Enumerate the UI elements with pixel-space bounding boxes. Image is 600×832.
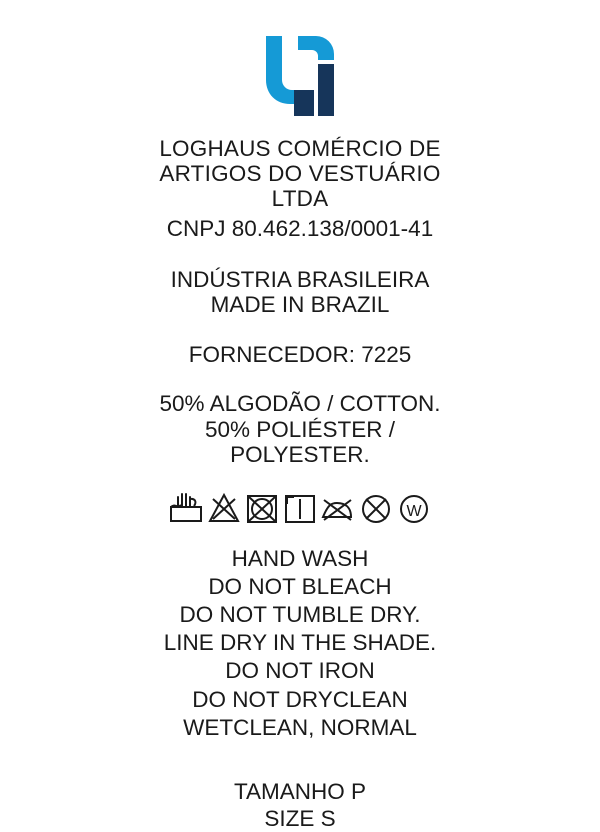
loghaus-logo: [254, 34, 346, 120]
company-name: [159, 136, 440, 212]
company-name-line-3: LTDA: [271, 186, 329, 212]
size-line-en: SIZE S: [264, 805, 336, 831]
fabric-composition: [160, 391, 441, 467]
size-info: [234, 778, 366, 832]
care-instruction-line: DO NOT IRON: [225, 658, 375, 684]
care-symbols-row: [167, 489, 433, 527]
composition-line-2: 50% POLIÉSTER /: [204, 416, 396, 442]
care-instruction-line: WETCLEAN, NORMAL: [183, 714, 417, 740]
do-not-tumble-dry-symbol: [243, 489, 281, 527]
care-instruction-line: DO NOT TUMBLE DRY.: [179, 602, 421, 628]
do-not-bleach-symbol: [205, 489, 243, 527]
origin-line-1: INDÚSTRIA BRASILEIRA: [170, 266, 430, 292]
hand-wash-symbol: [167, 489, 205, 527]
company-cnpj: CNPJ 80.462.138/0001-41: [166, 215, 434, 241]
care-instruction-line: DO NOT DRYCLEAN: [192, 686, 408, 712]
supplier-code: FORNECEDOR: 7225: [188, 342, 412, 368]
do-not-iron-symbol: [319, 489, 357, 527]
care-instruction-line: HAND WASH: [231, 545, 369, 571]
care-instructions: [164, 545, 437, 742]
svg-text:W: W: [406, 502, 422, 520]
origin-line-2: MADE IN BRAZIL: [210, 291, 390, 317]
line-dry-in-shade-symbol: [281, 489, 319, 527]
composition-line-1: 50% ALGODÃO / COTTON.: [159, 391, 441, 417]
origin-text: [171, 267, 430, 317]
care-instruction-line: DO NOT BLEACH: [208, 574, 392, 599]
wetclean-normal-symbol: [395, 489, 433, 527]
care-instruction-line: LINE DRY IN THE SHADE.: [163, 630, 437, 656]
size-line-pt: TAMANHO P: [233, 778, 367, 804]
company-name-line-2: ARTIGOS DO VESTUÁRIO: [159, 161, 441, 187]
composition-line-3: POLYESTER.: [230, 441, 370, 467]
do-not-dryclean-symbol: [357, 489, 395, 527]
company-name-line-1: LOGHAUS COMÉRCIO DE: [159, 136, 441, 161]
